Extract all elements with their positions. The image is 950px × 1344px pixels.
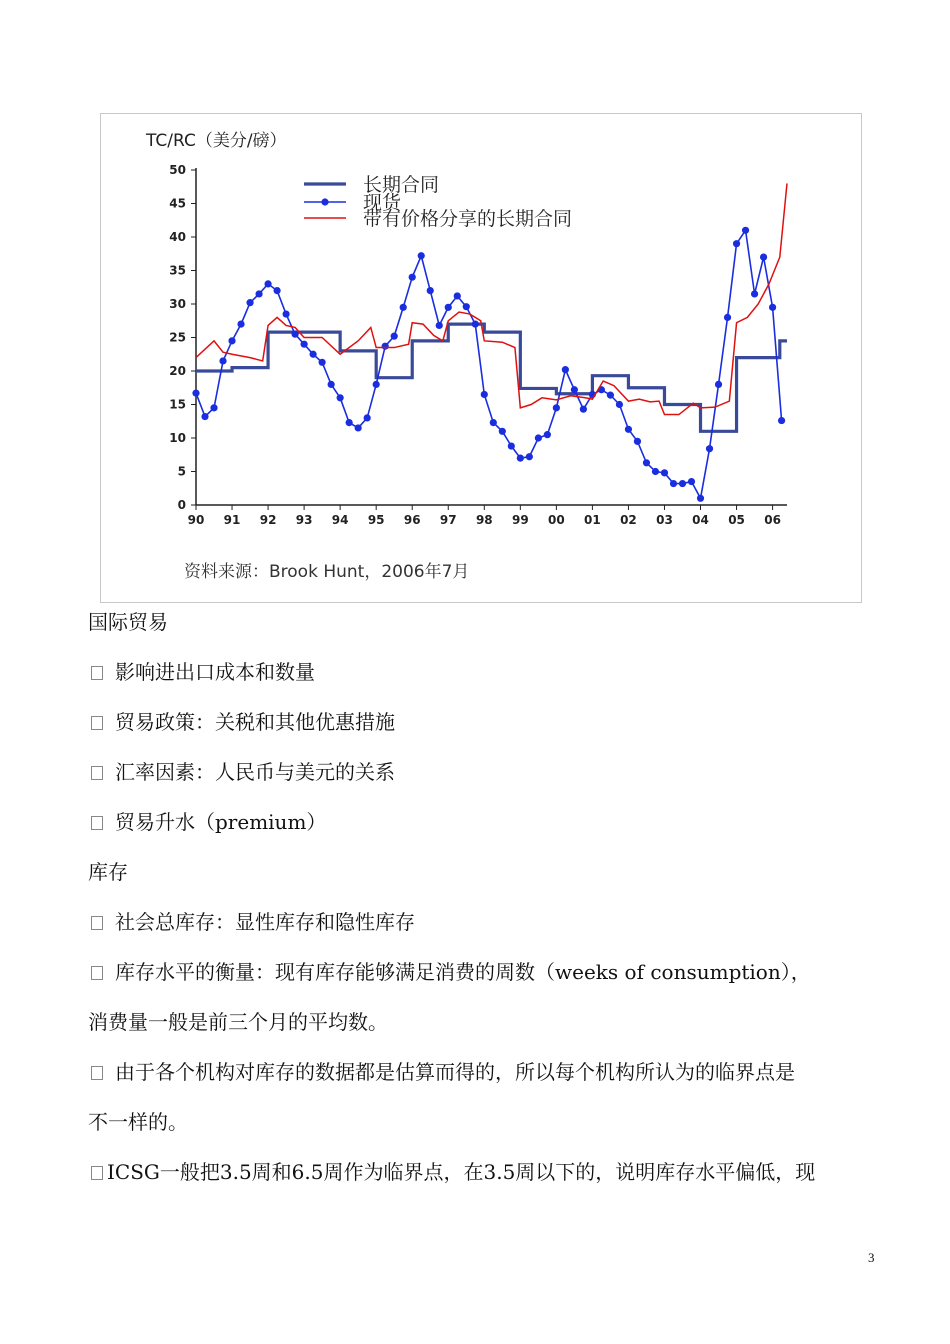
spot-point: [427, 287, 434, 294]
spot-point: [192, 390, 199, 397]
bullet-item: 贸易升水（premium）: [88, 809, 326, 835]
spot-point: [499, 428, 506, 435]
spot-point: [535, 434, 542, 441]
spot-point: [328, 381, 335, 388]
spot-point: [400, 304, 407, 311]
spot-point: [273, 287, 280, 294]
x-tick-label: 95: [367, 513, 385, 527]
spot-point: [201, 413, 208, 420]
spot-point: [733, 240, 740, 247]
bullet-box-icon: [91, 1166, 103, 1180]
x-tick-label: 99: [511, 513, 529, 527]
bullet-item: 贸易政策：关税和其他优惠措施: [88, 709, 395, 735]
bullet-item: 汇率因素：人民币与美元的关系: [88, 759, 395, 785]
spot-point: [526, 453, 533, 460]
spot-point: [706, 445, 713, 452]
spot-point: [652, 468, 659, 475]
spot-point: [490, 419, 497, 426]
y-tick-label: 5: [177, 464, 186, 479]
y-tick-label: 50: [169, 163, 186, 177]
paragraph-continuation: 消费量一般是前三个月的平均数。: [88, 1010, 388, 1034]
tc-rc-chart: [101, 114, 861, 602]
spot-point: [724, 314, 731, 321]
spot-point: [571, 386, 578, 393]
spot-point: [364, 414, 371, 421]
y-tick-label: 0: [177, 498, 186, 512]
x-tick-label: 05: [728, 513, 745, 527]
spot-point: [282, 310, 289, 317]
spot-point: [219, 357, 226, 364]
spot-point: [210, 404, 217, 411]
x-tick-label: 01: [584, 513, 601, 527]
y-tick-label: 30: [169, 297, 186, 311]
bullet-item: 由于各个机构对库存的数据都是估算而得的，所以每个机构所认为的临界点是: [88, 1059, 795, 1085]
spot-point: [292, 331, 299, 338]
bullet-box-icon: [91, 716, 103, 730]
legend-label: 长期合同: [363, 174, 440, 196]
spot-point: [778, 417, 785, 424]
x-tick-label: 92: [259, 513, 277, 527]
spot-point: [760, 254, 767, 261]
spot-point: [237, 321, 244, 328]
bullet-item: ICSG一般把3.5周和6.5周作为临界点，在3.5周以下的，说明库存水平偏低，现: [88, 1159, 815, 1185]
spot-point: [544, 431, 551, 438]
series-spot-line: [196, 230, 782, 498]
spot-point: [751, 290, 758, 297]
spot-point: [255, 290, 262, 297]
spot-point: [264, 280, 271, 287]
spot-point: [697, 495, 704, 502]
spot-point: [409, 274, 416, 281]
spot-point: [346, 419, 353, 426]
spot-point: [355, 424, 362, 431]
spot-point: [472, 321, 479, 328]
bullet-item: 库存水平的衡量：现有库存能够满足消费的周数（weeks of consumption），: [88, 959, 811, 985]
x-tick-label: 02: [620, 513, 637, 527]
spot-point: [337, 394, 344, 401]
source-note: 资料来源：Brook Hunt，2006年7月: [184, 562, 470, 582]
spot-point: [769, 304, 776, 311]
x-tick-label: 94: [331, 513, 349, 527]
bullet-item: 影响进出口成本和数量: [88, 659, 315, 685]
spot-point: [553, 404, 560, 411]
x-tick-label: 06: [764, 513, 781, 527]
bullet-box-icon: [91, 966, 103, 980]
spot-point: [625, 426, 632, 433]
spot-point: [418, 252, 425, 259]
spot-point: [445, 304, 452, 311]
spot-point: [715, 381, 722, 388]
legend-label: 现货: [363, 192, 402, 214]
chart-figure: [100, 113, 862, 603]
spot-point: [454, 292, 461, 299]
bullet-box-icon: [91, 1066, 103, 1080]
x-tick-label: 90: [187, 513, 205, 527]
y-tick-label: 10: [169, 431, 186, 445]
y-tick-label: 40: [169, 230, 186, 244]
bullet-item: 社会总库存：显性库存和隐性库存: [88, 909, 415, 935]
y-tick-label: 45: [169, 196, 186, 211]
legend-marker-spot: [321, 198, 328, 205]
chart-title: TC/RC（美分/磅）: [146, 131, 287, 151]
spot-point: [228, 337, 235, 344]
section-heading-inventory: 库存: [88, 860, 128, 884]
spot-point: [580, 406, 587, 413]
spot-point: [301, 341, 308, 348]
bullet-box-icon: [91, 666, 103, 680]
x-tick-label: 03: [656, 513, 673, 527]
x-tick-label: 04: [692, 513, 709, 527]
spot-point: [436, 322, 443, 329]
y-tick-label: 35: [169, 263, 186, 278]
spot-point: [246, 299, 253, 306]
spot-point: [319, 359, 326, 366]
spot-point: [607, 392, 614, 399]
x-tick-label: 00: [548, 513, 565, 527]
spot-point: [670, 480, 677, 487]
spot-point: [373, 381, 380, 388]
spot-point: [661, 469, 668, 476]
spot-point: [634, 438, 641, 445]
spot-point: [616, 401, 623, 408]
spot-point: [517, 455, 524, 462]
paragraph-continuation: 不一样的。: [88, 1110, 188, 1134]
spot-point: [679, 480, 686, 487]
spot-point: [562, 366, 569, 373]
spot-point: [463, 303, 470, 310]
x-tick-label: 93: [295, 513, 313, 527]
bullet-box-icon: [91, 916, 103, 930]
page-number: 3: [868, 1250, 875, 1265]
spot-point: [391, 333, 398, 340]
spot-point: [382, 343, 389, 350]
spot-point: [643, 459, 650, 466]
x-tick-label: 91: [223, 513, 241, 527]
spot-point: [688, 478, 695, 485]
x-tick-label: 98: [475, 513, 493, 527]
bullet-box-icon: [91, 816, 103, 830]
spot-point: [310, 351, 317, 358]
bullet-box-icon: [91, 766, 103, 780]
x-tick-label: 97: [439, 513, 457, 527]
spot-point: [481, 391, 488, 398]
section-heading-trade: 国际贸易: [88, 610, 168, 634]
y-tick-label: 20: [169, 364, 186, 378]
spot-point: [508, 442, 515, 449]
spot-point: [742, 227, 749, 234]
x-tick-label: 96: [403, 513, 421, 527]
y-tick-label: 15: [169, 397, 186, 412]
y-tick-label: 25: [169, 330, 186, 345]
legend-label: 带有价格分享的长期合同: [363, 208, 573, 230]
